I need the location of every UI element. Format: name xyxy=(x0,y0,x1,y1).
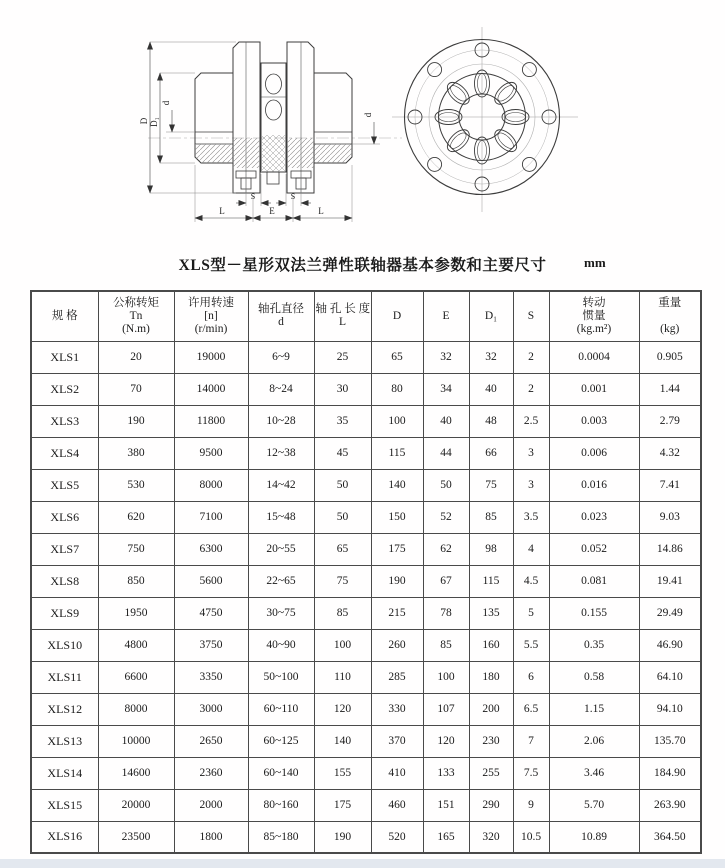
value-cell: 520 xyxy=(371,821,423,853)
value-cell: 6.5 xyxy=(513,693,549,725)
value-cell: 50 xyxy=(314,469,371,501)
value-cell: 4.5 xyxy=(513,565,549,597)
value-cell: 230 xyxy=(469,725,513,757)
value-cell: 40~90 xyxy=(248,629,314,661)
value-cell: 5600 xyxy=(174,565,248,597)
value-cell: 180 xyxy=(469,661,513,693)
value-cell: 14600 xyxy=(98,757,174,789)
dim-label-E: E xyxy=(269,206,275,216)
value-cell: 30~75 xyxy=(248,597,314,629)
model-cell: XLS14 xyxy=(31,757,98,789)
value-cell: 70 xyxy=(98,373,174,405)
value-cell: 23500 xyxy=(98,821,174,853)
value-cell: 6 xyxy=(513,661,549,693)
column-header: E xyxy=(423,291,469,341)
value-cell: 100 xyxy=(423,661,469,693)
column-header: 许用转速 [n] (r/min) xyxy=(174,291,248,341)
value-cell: 750 xyxy=(98,533,174,565)
value-cell: 35 xyxy=(314,405,371,437)
model-cell: XLS1 xyxy=(31,341,98,373)
value-cell: 19.41 xyxy=(639,565,701,597)
value-cell: 50~100 xyxy=(248,661,314,693)
value-cell: 80~160 xyxy=(248,789,314,821)
value-cell: 10000 xyxy=(98,725,174,757)
value-cell: 6~9 xyxy=(248,341,314,373)
value-cell: 190 xyxy=(371,565,423,597)
value-cell: 0.905 xyxy=(639,341,701,373)
model-cell: XLS8 xyxy=(31,565,98,597)
value-cell: 135.70 xyxy=(639,725,701,757)
value-cell: 48 xyxy=(469,405,513,437)
value-cell: 2360 xyxy=(174,757,248,789)
value-cell: 65 xyxy=(371,341,423,373)
column-header: D xyxy=(371,291,423,341)
value-cell: 0.155 xyxy=(549,597,639,629)
header-row xyxy=(31,291,701,341)
value-cell: 4 xyxy=(513,533,549,565)
value-cell: 50 xyxy=(423,469,469,501)
table-row xyxy=(31,693,701,725)
column-header: 轴 孔 长 度 L xyxy=(314,291,371,341)
value-cell: 7.41 xyxy=(639,469,701,501)
value-cell: 380 xyxy=(98,437,174,469)
model-cell: XLS6 xyxy=(31,501,98,533)
front-view xyxy=(392,27,578,212)
dim-label-D: D xyxy=(139,117,149,125)
dim-label-D1: D₁ xyxy=(149,117,159,127)
value-cell: 0.016 xyxy=(549,469,639,501)
value-cell: 10.89 xyxy=(549,821,639,853)
value-cell: 4750 xyxy=(174,597,248,629)
value-cell: 52 xyxy=(423,501,469,533)
value-cell: 40 xyxy=(469,373,513,405)
value-cell: 175 xyxy=(314,789,371,821)
value-cell: 50 xyxy=(314,501,371,533)
value-cell: 0.0004 xyxy=(549,341,639,373)
column-header: 公称转矩 Tn (N.m) xyxy=(98,291,174,341)
value-cell: 60~125 xyxy=(248,725,314,757)
value-cell: 4800 xyxy=(98,629,174,661)
value-cell: 64.10 xyxy=(639,661,701,693)
table-row xyxy=(31,821,701,853)
value-cell: 75 xyxy=(314,565,371,597)
value-cell: 120 xyxy=(423,725,469,757)
value-cell: 0.052 xyxy=(549,533,639,565)
value-cell: 190 xyxy=(98,405,174,437)
value-cell: 85 xyxy=(423,629,469,661)
column-header: 转动 惯量 (kg.m²) xyxy=(549,291,639,341)
value-cell: 20~55 xyxy=(248,533,314,565)
model-cell: XLS5 xyxy=(31,469,98,501)
value-cell: 29.49 xyxy=(639,597,701,629)
value-cell: 22~65 xyxy=(248,565,314,597)
value-cell: 285 xyxy=(371,661,423,693)
value-cell: 1950 xyxy=(98,597,174,629)
dim-label-L-right: L xyxy=(318,206,324,216)
value-cell: 5.70 xyxy=(549,789,639,821)
value-cell: 65 xyxy=(314,533,371,565)
value-cell: 320 xyxy=(469,821,513,853)
value-cell: 140 xyxy=(314,725,371,757)
model-cell: XLS4 xyxy=(31,437,98,469)
value-cell: 0.023 xyxy=(549,501,639,533)
table-row xyxy=(31,565,701,597)
value-cell: 20000 xyxy=(98,789,174,821)
model-cell: XLS11 xyxy=(31,661,98,693)
value-cell: 2 xyxy=(513,373,549,405)
value-cell: 260 xyxy=(371,629,423,661)
table-row xyxy=(31,405,701,437)
value-cell: 9500 xyxy=(174,437,248,469)
table-row xyxy=(31,725,701,757)
value-cell: 40 xyxy=(423,405,469,437)
value-cell: 160 xyxy=(469,629,513,661)
value-cell: 370 xyxy=(371,725,423,757)
value-cell: 0.58 xyxy=(549,661,639,693)
value-cell: 44 xyxy=(423,437,469,469)
value-cell: 330 xyxy=(371,693,423,725)
table-row xyxy=(31,373,701,405)
value-cell: 66 xyxy=(469,437,513,469)
value-cell: 14.86 xyxy=(639,533,701,565)
value-cell: 530 xyxy=(98,469,174,501)
value-cell: 0.35 xyxy=(549,629,639,661)
value-cell: 7.5 xyxy=(513,757,549,789)
value-cell: 4.32 xyxy=(639,437,701,469)
value-cell: 6300 xyxy=(174,533,248,565)
value-cell: 1.15 xyxy=(549,693,639,725)
value-cell: 290 xyxy=(469,789,513,821)
table-row xyxy=(31,597,701,629)
value-cell: 6600 xyxy=(98,661,174,693)
value-cell: 8000 xyxy=(98,693,174,725)
value-cell: 460 xyxy=(371,789,423,821)
value-cell: 67 xyxy=(423,565,469,597)
value-cell: 14000 xyxy=(174,373,248,405)
value-cell: 115 xyxy=(371,437,423,469)
value-cell: 8000 xyxy=(174,469,248,501)
dim-label-d-left: d xyxy=(161,100,171,106)
value-cell: 3750 xyxy=(174,629,248,661)
model-cell: XLS15 xyxy=(31,789,98,821)
value-cell: 1800 xyxy=(174,821,248,853)
value-cell: 0.003 xyxy=(549,405,639,437)
value-cell: 255 xyxy=(469,757,513,789)
value-cell: 3.46 xyxy=(549,757,639,789)
column-header: S xyxy=(513,291,549,341)
value-cell: 0.006 xyxy=(549,437,639,469)
model-cell: XLS13 xyxy=(31,725,98,757)
value-cell: 30 xyxy=(314,373,371,405)
table-row xyxy=(31,469,701,501)
value-cell: 25 xyxy=(314,341,371,373)
value-cell: 80 xyxy=(371,373,423,405)
value-cell: 5.5 xyxy=(513,629,549,661)
value-cell: 2.06 xyxy=(549,725,639,757)
value-cell: 2 xyxy=(513,341,549,373)
value-cell: 32 xyxy=(469,341,513,373)
value-cell: 15~48 xyxy=(248,501,314,533)
column-header: D₁ xyxy=(469,291,513,341)
value-cell: 850 xyxy=(98,565,174,597)
value-cell: 60~140 xyxy=(248,757,314,789)
value-cell: 165 xyxy=(423,821,469,853)
value-cell: 200 xyxy=(469,693,513,725)
value-cell: 94.10 xyxy=(639,693,701,725)
value-cell: 78 xyxy=(423,597,469,629)
value-cell: 75 xyxy=(469,469,513,501)
model-cell: XLS3 xyxy=(31,405,98,437)
value-cell: 140 xyxy=(371,469,423,501)
value-cell: 85~180 xyxy=(248,821,314,853)
column-header: 轴孔直径 d xyxy=(248,291,314,341)
value-cell: 98 xyxy=(469,533,513,565)
table-row xyxy=(31,661,701,693)
value-cell: 3000 xyxy=(174,693,248,725)
value-cell: 620 xyxy=(98,501,174,533)
model-cell: XLS16 xyxy=(31,821,98,853)
model-cell: XLS10 xyxy=(31,629,98,661)
value-cell: 151 xyxy=(423,789,469,821)
column-header: 规 格 xyxy=(31,291,98,341)
value-cell: 133 xyxy=(423,757,469,789)
value-cell: 184.90 xyxy=(639,757,701,789)
model-cell: XLS7 xyxy=(31,533,98,565)
value-cell: 1.44 xyxy=(639,373,701,405)
table-row xyxy=(31,341,701,373)
bottom-strip xyxy=(0,859,725,868)
unit-label: mm xyxy=(584,255,606,270)
value-cell: 62 xyxy=(423,533,469,565)
value-cell: 19000 xyxy=(174,341,248,373)
value-cell: 3 xyxy=(513,469,549,501)
value-cell: 3350 xyxy=(174,661,248,693)
value-cell: 10~28 xyxy=(248,405,314,437)
value-cell: 364.50 xyxy=(639,821,701,853)
value-cell: 8~24 xyxy=(248,373,314,405)
value-cell: 107 xyxy=(423,693,469,725)
dim-label-S-left: S xyxy=(250,192,256,201)
value-cell: 2650 xyxy=(174,725,248,757)
value-cell: 2.79 xyxy=(639,405,701,437)
value-cell: 110 xyxy=(314,661,371,693)
column-header: 重量 (kg) xyxy=(639,291,701,341)
value-cell: 175 xyxy=(371,533,423,565)
model-cell: XLS2 xyxy=(31,373,98,405)
value-cell: 20 xyxy=(98,341,174,373)
value-cell: 45 xyxy=(314,437,371,469)
table-row xyxy=(31,501,701,533)
table-row xyxy=(31,629,701,661)
table-row xyxy=(31,789,701,821)
page-title: XLS型－星形双法兰弹性联轴器基本参数和主要尺寸 xyxy=(178,257,547,274)
table-row xyxy=(31,437,701,469)
dim-label-d-right: d xyxy=(363,112,373,118)
title-row xyxy=(0,253,725,277)
value-cell: 34 xyxy=(423,373,469,405)
value-cell: 0.001 xyxy=(549,373,639,405)
table-body xyxy=(31,341,701,853)
value-cell: 12~38 xyxy=(248,437,314,469)
value-cell: 120 xyxy=(314,693,371,725)
value-cell: 60~110 xyxy=(248,693,314,725)
value-cell: 85 xyxy=(469,501,513,533)
value-cell: 10.5 xyxy=(513,821,549,853)
value-cell: 85 xyxy=(314,597,371,629)
table-row xyxy=(31,533,701,565)
value-cell: 46.90 xyxy=(639,629,701,661)
value-cell: 9 xyxy=(513,789,549,821)
value-cell: 32 xyxy=(423,341,469,373)
value-cell: 263.90 xyxy=(639,789,701,821)
value-cell: 3.5 xyxy=(513,501,549,533)
model-cell: XLS9 xyxy=(31,597,98,629)
value-cell: 150 xyxy=(371,501,423,533)
value-cell: 14~42 xyxy=(248,469,314,501)
model-cell: XLS12 xyxy=(31,693,98,725)
value-cell: 0.081 xyxy=(549,565,639,597)
value-cell: 2.5 xyxy=(513,405,549,437)
value-cell: 3 xyxy=(513,437,549,469)
value-cell: 100 xyxy=(314,629,371,661)
value-cell: 11800 xyxy=(174,405,248,437)
spec-table xyxy=(30,290,702,854)
value-cell: 155 xyxy=(314,757,371,789)
dim-label-S-right: S xyxy=(290,192,296,201)
value-cell: 115 xyxy=(469,565,513,597)
value-cell: 410 xyxy=(371,757,423,789)
value-cell: 215 xyxy=(371,597,423,629)
value-cell: 190 xyxy=(314,821,371,853)
value-cell: 135 xyxy=(469,597,513,629)
value-cell: 7 xyxy=(513,725,549,757)
value-cell: 100 xyxy=(371,405,423,437)
technical-drawing xyxy=(0,0,725,245)
value-cell: 9.03 xyxy=(639,501,701,533)
value-cell: 7100 xyxy=(174,501,248,533)
value-cell: 5 xyxy=(513,597,549,629)
table-row xyxy=(31,757,701,789)
dim-label-L-left: L xyxy=(219,206,225,216)
value-cell: 2000 xyxy=(174,789,248,821)
